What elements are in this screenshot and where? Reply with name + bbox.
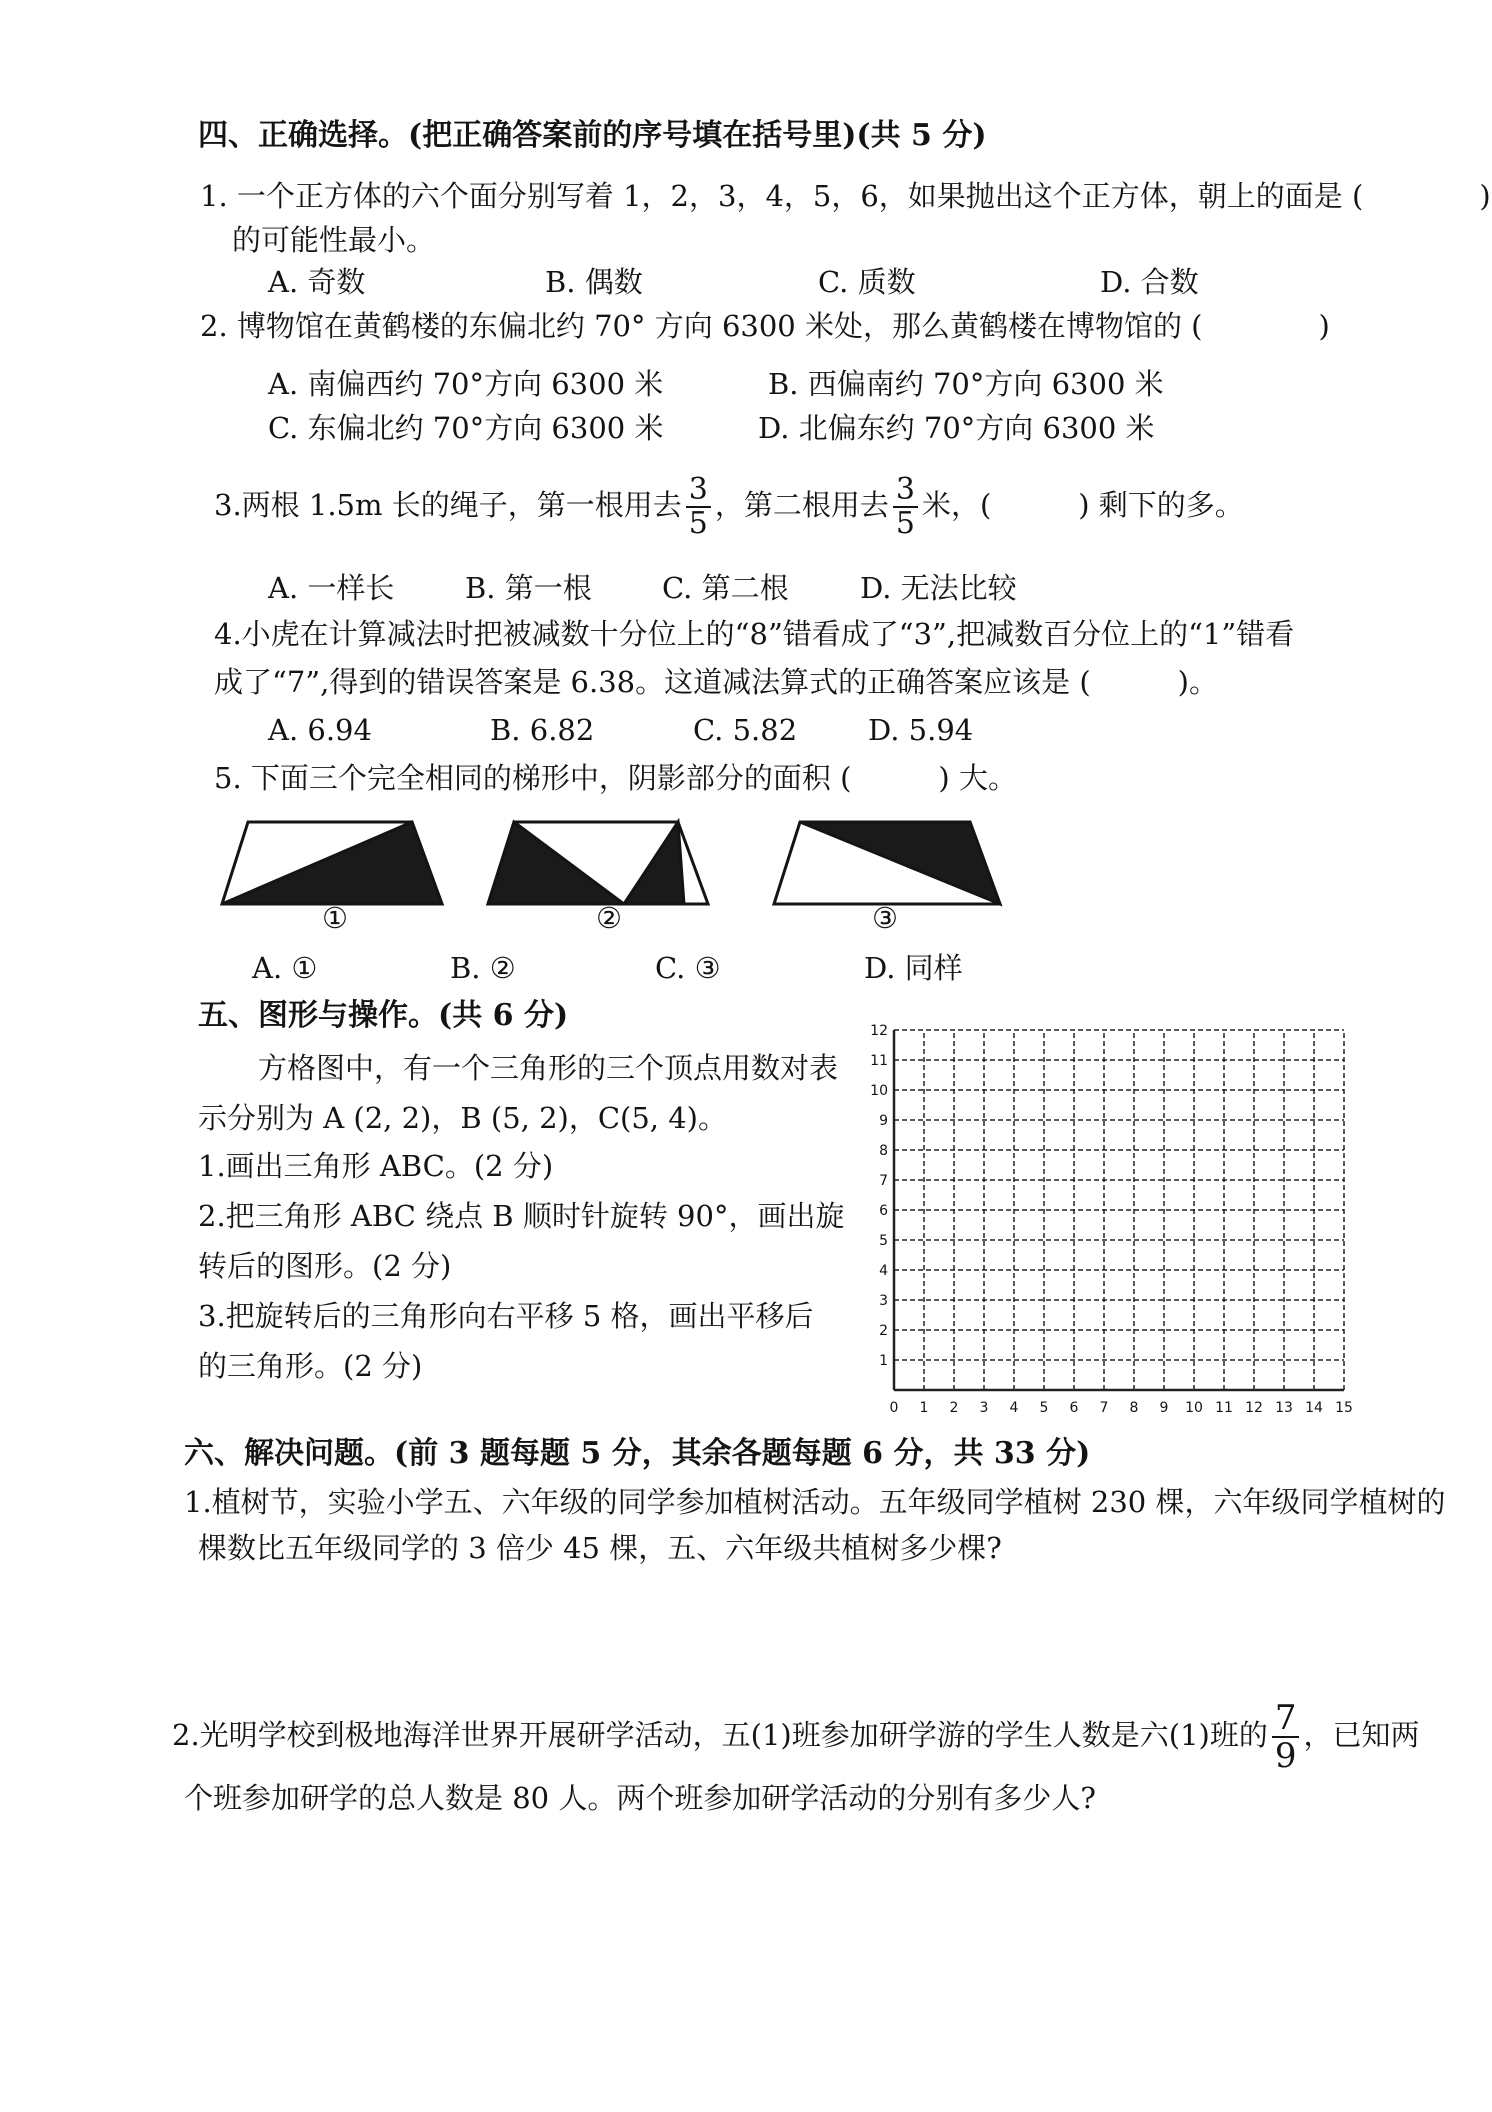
s6-q2-fraction bbox=[1272, 1700, 1300, 1774]
s6-q2-fraction-numerator: 7 bbox=[1272, 1700, 1300, 1738]
grid-x-label: 7 bbox=[1099, 1400, 1109, 1416]
grid-y-label: 10 bbox=[870, 1083, 888, 1099]
grid-y-label: 2 bbox=[879, 1323, 888, 1339]
grid-x-label: 0 bbox=[889, 1400, 899, 1416]
s6-q1-stem: 1.植树节，实验小学五、六年级的同学参加植树活动。五年级同学植树 230 棵，六年级同学植树的 bbox=[184, 1485, 1446, 1519]
q3-text-2: ，第二根用去 bbox=[714, 488, 889, 522]
section-6-title: 六、解决问题。(前 3 题每题 5 分，其余各题每题 6 分，共 33 分) bbox=[184, 1436, 1091, 1471]
q2-option-a: A. 南偏西约 70°方向 6300 米 bbox=[268, 367, 664, 401]
grid-y-label: 6 bbox=[879, 1203, 888, 1219]
grid-x-label: 12 bbox=[1245, 1400, 1263, 1416]
q2-option-c: C. 东偏北约 70°方向 6300 米 bbox=[268, 411, 664, 445]
trapezoid-figure-2 bbox=[484, 818, 714, 908]
figure-label-2: ② bbox=[596, 901, 622, 935]
grid-y-label: 5 bbox=[879, 1233, 888, 1249]
q4-option-c: C. 5.82 bbox=[693, 713, 798, 747]
q5-option-d: D. 同样 bbox=[864, 951, 963, 985]
grid-x-label: 4 bbox=[1009, 1400, 1019, 1416]
trapezoid-figure-3 bbox=[770, 818, 1006, 908]
q4-option-d: D. 5.94 bbox=[868, 713, 974, 747]
section-5-item-3: 3.把旋转后的三角形向右平移 5 格，画出平移后 bbox=[198, 1299, 814, 1333]
q1-option-d: D. 合数 bbox=[1100, 265, 1199, 299]
s6-q2-stem bbox=[172, 1700, 1419, 1774]
q4-option-b: B. 6.82 bbox=[490, 713, 595, 747]
grid-x-label: 8 bbox=[1129, 1400, 1139, 1416]
s6-q2-text-2: ，已知两 bbox=[1303, 1718, 1420, 1752]
q5-option-c: C. ③ bbox=[655, 951, 721, 985]
section-5-item-1: 1.画出三角形 ABC。(2 分) bbox=[198, 1149, 554, 1183]
grid-y-label: 3 bbox=[879, 1293, 888, 1309]
q2-stem: 2. 博物馆在黄鹤楼的东偏北约 70° 方向 6300 米处，那么黄鹤楼在博物馆的 ( ) bbox=[200, 309, 1330, 343]
q1-option-b: B. 偶数 bbox=[545, 265, 643, 299]
q3-stem bbox=[214, 470, 1244, 540]
grid-y-label: 4 bbox=[879, 1263, 888, 1279]
q3-option-b: B. 第一根 bbox=[465, 571, 592, 605]
q4-stem-cont: 成了“7”,得到的错误答案是 6.38。这道减法算式的正确答案应该是 ( )。 bbox=[214, 665, 1218, 699]
grid-x-label: 11 bbox=[1215, 1400, 1233, 1416]
q3-fraction-1-numerator: 3 bbox=[686, 474, 711, 508]
q1-option-c: C. 质数 bbox=[818, 265, 916, 299]
q3-fraction-2-denominator: 5 bbox=[895, 506, 915, 541]
section-5-item-2: 2.把三角形 ABC 绕点 B 顺时针旋转 90°，画出旋 bbox=[198, 1199, 845, 1233]
grid-x-label: 2 bbox=[949, 1400, 959, 1416]
grid-y-label: 9 bbox=[879, 1113, 888, 1129]
grid-x-label: 10 bbox=[1185, 1400, 1203, 1416]
section-4-title: 四、正确选择。(把正确答案前的序号填在括号里)(共 5 分) bbox=[198, 118, 987, 153]
q3-text-1: 3.两根 1.5m 长的绳子，第一根用去 bbox=[214, 488, 682, 522]
grid-x-label: 6 bbox=[1069, 1400, 1079, 1416]
q1-stem: 1. 一个正方体的六个面分别写着 1，2，3，4，5，6，如果抛出这个正方体，朝上的面是 ( ) bbox=[200, 179, 1491, 213]
q3-fraction-1 bbox=[686, 474, 711, 540]
grid-x-label: 15 bbox=[1335, 1400, 1353, 1416]
s6-q1-stem-cont: 棵数比五年级同学的 3 倍少 45 棵，五、六年级共植树多少棵? bbox=[198, 1531, 1002, 1565]
q4-stem: 4.小虎在计算减法时把被减数十分位上的“8”错看成了“3”,把减数百分位上的“1”错看 bbox=[214, 617, 1295, 651]
grid-x-label: 5 bbox=[1039, 1400, 1049, 1416]
trapezoid-figure-1 bbox=[218, 818, 448, 908]
figure-label-3: ③ bbox=[872, 901, 898, 935]
grid-x-label: 1 bbox=[919, 1400, 929, 1416]
q3-fraction-1-denominator: 5 bbox=[688, 506, 708, 541]
q1-option-a: A. 奇数 bbox=[268, 265, 366, 299]
grid-x-label: 13 bbox=[1275, 1400, 1293, 1416]
q5-option-a: A. ① bbox=[252, 951, 318, 985]
q5-option-b: B. ② bbox=[450, 951, 516, 985]
grid-x-label: 3 bbox=[979, 1400, 989, 1416]
q3-fraction-2-numerator: 3 bbox=[893, 474, 918, 508]
grid-x-label: 9 bbox=[1159, 1400, 1169, 1416]
grid-y-label: 8 bbox=[879, 1143, 888, 1159]
q3-option-a: A. 一样长 bbox=[268, 571, 395, 605]
q3-option-c: C. 第二根 bbox=[662, 571, 789, 605]
q2-option-d: D. 北偏东约 70°方向 6300 米 bbox=[758, 411, 1155, 445]
section-5-intro-cont: 示分别为 A (2, 2)，B (5, 2)，C(5, 4)。 bbox=[198, 1101, 727, 1135]
section-5-title: 五、图形与操作。(共 6 分) bbox=[198, 998, 569, 1033]
grid-y-label: 12 bbox=[870, 1023, 888, 1039]
q1-stem-cont: 的可能性最小。 bbox=[232, 223, 436, 257]
q4-option-a: A. 6.94 bbox=[268, 713, 372, 747]
section-5-intro: 方格图中，有一个三角形的三个顶点用数对表 bbox=[258, 1051, 839, 1085]
q2-option-b: B. 西偏南约 70°方向 6300 米 bbox=[768, 367, 1164, 401]
q5-stem: 5. 下面三个完全相同的梯形中，阴影部分的面积 ( ) 大。 bbox=[214, 761, 1017, 795]
q3-fraction-2 bbox=[893, 474, 918, 540]
q3-text-3: 米，( ) 剩下的多。 bbox=[921, 488, 1244, 522]
s6-q2-text-1: 2.光明学校到极地海洋世界开展研学活动，五(1)班参加研学游的学生人数是六(1)班的 bbox=[172, 1718, 1268, 1752]
q3-option-d: D. 无法比较 bbox=[860, 571, 1017, 605]
grid-y-label: 11 bbox=[870, 1053, 888, 1069]
grid-x-label: 14 bbox=[1305, 1400, 1323, 1416]
s6-q2-fraction-denominator: 9 bbox=[1274, 1736, 1297, 1776]
section-5-item-3-cont: 的三角形。(2 分) bbox=[198, 1349, 423, 1383]
s6-q2-stem-cont: 个班参加研学的总人数是 80 人。两个班参加研学活动的分别有多少人? bbox=[184, 1781, 1096, 1815]
coordinate-grid bbox=[866, 1002, 1356, 1422]
figure-label-1: ① bbox=[322, 901, 348, 935]
grid-y-label: 7 bbox=[879, 1173, 888, 1189]
section-5-item-2-cont: 转后的图形。(2 分) bbox=[198, 1249, 452, 1283]
grid-y-label: 1 bbox=[879, 1353, 888, 1369]
